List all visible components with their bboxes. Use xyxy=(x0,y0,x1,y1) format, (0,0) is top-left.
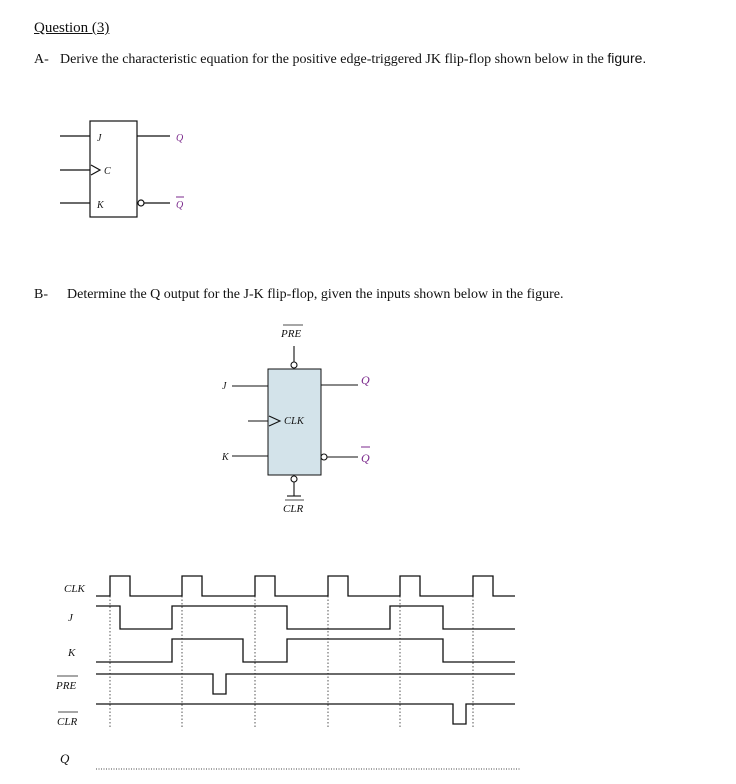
ff-a-c-label: C xyxy=(104,166,111,177)
timing-q-label: Q xyxy=(60,751,70,766)
part-a-letter: A- xyxy=(34,52,49,67)
part-b-letter: B- xyxy=(34,287,48,302)
ff-a-k-label: K xyxy=(97,200,104,211)
clk-waveform xyxy=(96,576,515,596)
question-title: Question (3) xyxy=(34,20,110,36)
ff-b-j-label: J xyxy=(222,381,227,392)
timing-k-label: K xyxy=(68,647,76,659)
clr-waveform xyxy=(96,704,515,724)
ff-b-clk-label: CLK xyxy=(284,416,304,427)
ff-a-q-label: Q xyxy=(176,133,184,144)
timing-clr-label: CLR xyxy=(57,716,78,728)
timing-j-label: J xyxy=(68,612,73,624)
part-a-text: Derive the characteristic equation for the positive edge-triggered JK flip-flop shown below in the xyxy=(60,52,604,67)
ff-b-k-label: K xyxy=(222,452,229,463)
pre-waveform xyxy=(96,674,515,694)
part-a-tail: figure. xyxy=(607,50,647,66)
timing-clk-label: CLK xyxy=(64,583,85,595)
ff-a-qbar-label: Q xyxy=(176,200,184,211)
j-waveform xyxy=(96,606,515,629)
ff-b-pre-label: PRE xyxy=(281,328,302,340)
timing-pre-label: PRE xyxy=(56,680,77,692)
ff-b-q-label: Q xyxy=(361,373,370,387)
ff-b-qbar-label: Q xyxy=(361,451,370,465)
ff-a-j-label: J xyxy=(97,133,102,144)
ff-b-clr-label: CLR xyxy=(283,503,304,515)
k-waveform xyxy=(96,639,515,662)
part-b-text: Determine the Q output for the J-K flip-flop, given the inputs shown below in the figure. xyxy=(67,287,564,302)
